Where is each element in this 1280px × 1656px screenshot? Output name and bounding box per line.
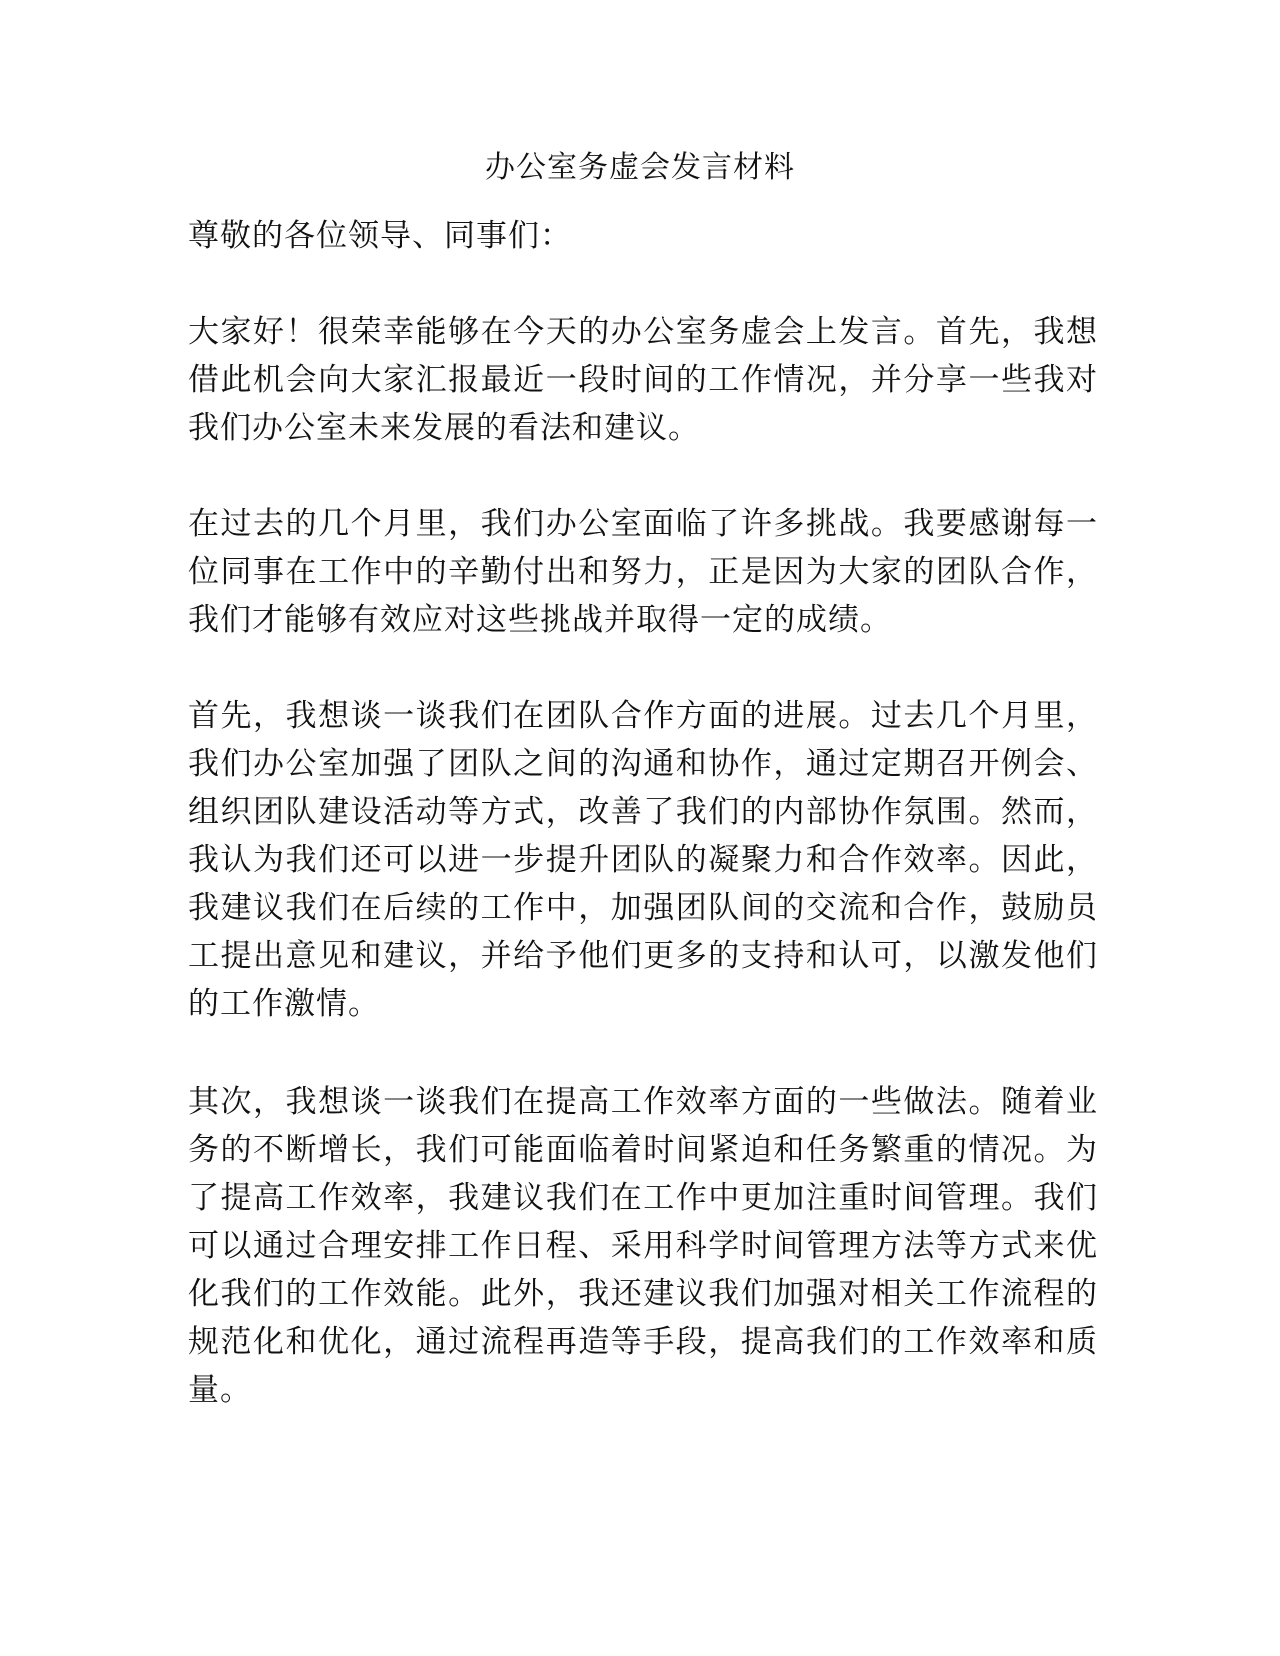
paragraph-challenges: 在过去的几个月里，我们办公室面临了许多挑战。我要感谢每一位同事在工作中的辛勤付出和努力，正是因为大家的团队合作，我们才能够有效应对这些挑战并取得一定的成绩。 [188,506,1098,638]
paragraph-greeting: 大家好！很荣幸能够在今天的办公室务虚会上发言。首先，我想借此机会向大家汇报最近一段时间的工作情况，并分享一些我对我们办公室未来发展的看法和建议。 [188,314,1098,446]
paragraph-teamwork: 首先，我想谈一谈我们在团队合作方面的进展。过去几个月里，我们办公室加强了团队之间的沟通和协作，通过定期召开例会、组织团队建设活动等方式，改善了我们的内部协作氛围。然而，我认为我们还可以进一步提升团队的凝聚力和合作效率。因此，我建议我们在后续的工作中，加强团队间的交流和合作，鼓励员工提出意见和建议，并给予他们更多的支持和认可，以激发他们的工作激情。 [188,698,1098,1022]
paragraph-efficiency: 其次，我想谈一谈我们在提高工作效率方面的一些做法。随着业务的不断增长，我们可能面临着时间紧迫和任务繁重的情况。为了提高工作效率，我建议我们在工作中更加注重时间管理。我们可以通过合理安排工作日程、采用科学时间管理方法等方式来优化我们的工作效能。此外，我还建议我们加强对相关工作流程的规范化和优化，通过流程再造等手段，提高我们的工作效率和质量。 [188,1084,1098,1408]
salutation: 尊敬的各位领导、同事们： [188,218,572,254]
document-title: 办公室务虚会发言材料 [485,150,795,185]
